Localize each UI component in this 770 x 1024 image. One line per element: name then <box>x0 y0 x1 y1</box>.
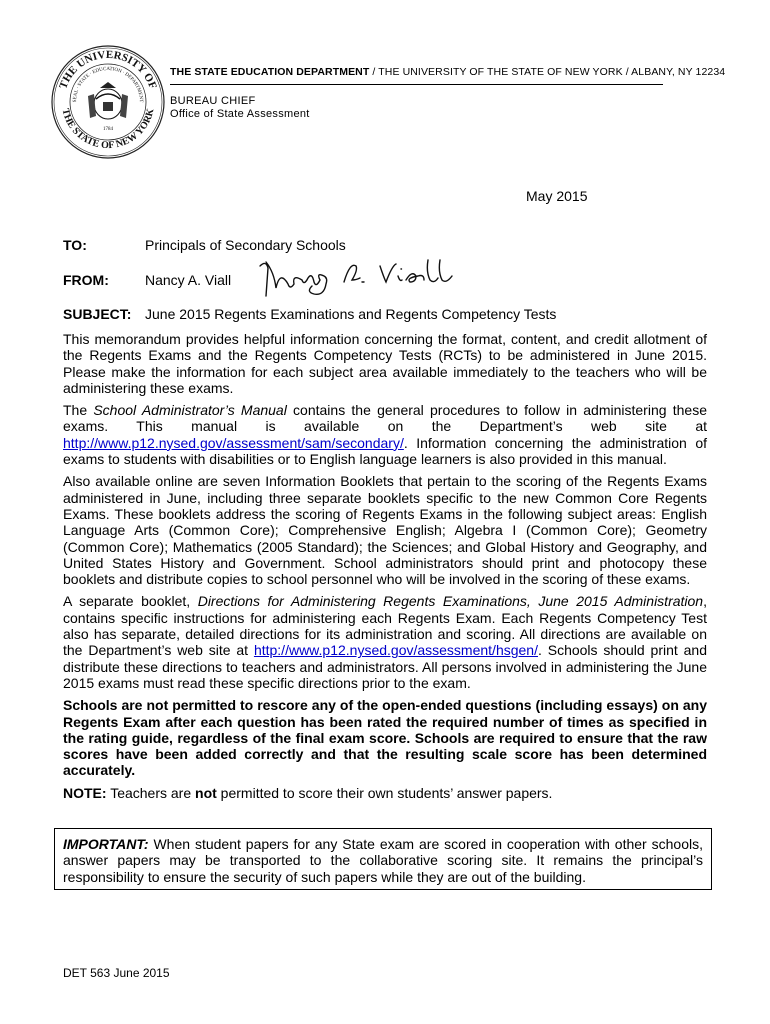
directions-title: Directions for Administering Regents Examinations, June 2015 Administration <box>197 593 704 610</box>
important-box <box>54 828 712 890</box>
note-text-a: Teachers are <box>106 784 196 801</box>
letterhead-title <box>170 66 726 78</box>
p2-text-c: . Information concerning the administration of exams to students with disabilities or to English language learners is also provided in this manual. <box>63 434 707 468</box>
note-not: not <box>195 784 217 801</box>
handwritten-signature <box>252 252 462 302</box>
memo-date: May 2015 <box>526 188 588 204</box>
paragraph-booklets: Also available online are seven Information Booklets that pertain to the scoring of the Regents Exams administered in June, including three separate booklets specific to the new Common Core Regents Exams. These booklets address the scoring of Regents Exams in the following subject areas: English Language Arts (Common Core); Comprehensive English; Algebra I (Common Core); Geometry (Common Core); Mathematics (2005 Standard); the Sciences; and Global History and Geography, and United States History and Government. School administrators should print and photocopy these booklets and distribute copies to school personnel who will be involved in the scoring of these exams. <box>63 473 707 588</box>
to-row <box>63 237 346 253</box>
sam-secondary-link[interactable]: http://www.p12.nysed.gov/assessment/sam/secondary/ <box>63 434 404 451</box>
footer-code: DET 563 June 2015 <box>63 966 170 980</box>
seal-inner-text: SEAL · STATE · EDUCATION · DEPARTMENT <box>72 66 144 103</box>
note-text-b: permitted to score their own students’ answer papers. <box>216 784 553 801</box>
paragraph-rescore: Schools are not permitted to rescore any of the open-ended questions (including essays) on any Regents Exam after each question has been rated the required number of times as specified in the rating guide, regardless of the final exam score. Schools are required to ensure that the raw scores have been added correctly and that the resulting scale score has been determined accurately. <box>63 697 707 779</box>
p4-text-b: , contains specific instructions for administering each Regents Exam. Each Regents Competency Test also has separate, detailed directions for its administration and scoring. All directions are available on the Department’s web site at <box>63 593 707 659</box>
state-seal-logo <box>50 44 166 160</box>
university-address: / THE UNIVERSITY OF THE STATE OF NEW YORK / ALBANY, NY 12234 <box>369 66 726 78</box>
p2-text-b: contains the general procedures to follow in administering these exams. This manual is available on the Department’s web site at <box>63 402 707 435</box>
p4-text-c: . Schools should print and distribute these directions to teachers and administrators. All persons involved in administering the June 2015 exams must read these specific directions prior to the exam. <box>63 642 707 691</box>
department-name: THE STATE EDUCATION DEPARTMENT <box>170 66 370 78</box>
from-value: Nancy A. Viall <box>145 272 232 288</box>
paragraph-intro: This memorandum provides helpful information concerning the format, content, and credit allotment of the Regents Exams and the Regents Competency Tests (RCTs) to be administered in June 2015. Please make the information for each subject area available immediately to the teachers who will be administering these exams. <box>63 331 707 396</box>
paragraph-directions <box>63 593 707 691</box>
office-name: Office of State Assessment <box>170 108 310 120</box>
subject-value: June 2015 Regents Examinations and Regents Competency Tests <box>145 306 557 322</box>
memo-body <box>63 331 707 807</box>
to-value: Principals of Secondary Schools <box>145 237 346 253</box>
p2-text-a: The <box>63 402 94 419</box>
paragraph-manual <box>63 402 707 467</box>
seal-top-text: THE UNIVERSITY OF <box>57 48 159 91</box>
bureau-title: BUREAU CHIEF <box>170 95 256 107</box>
letterhead <box>170 66 726 121</box>
important-label: IMPORTANT: <box>63 836 149 852</box>
manual-title: School Administrator’s Manual <box>93 402 287 419</box>
seal-bottom-text: THE STATE OF NEW YORK <box>59 107 157 152</box>
note-label: NOTE: <box>63 784 107 801</box>
hsgen-link[interactable]: http://www.p12.nysed.gov/assessment/hsgen/ <box>253 642 538 659</box>
subject-label: SUBJECT: <box>63 306 132 322</box>
letterhead-rule <box>170 84 663 85</box>
to-label: TO: <box>63 237 87 253</box>
subject-row <box>63 306 556 322</box>
from-label: FROM: <box>63 272 109 288</box>
p4-text-a: A separate booklet, <box>63 593 198 610</box>
important-text: When student papers for any State exam are scored in cooperation with other schools, answer papers may be transported to the collaborative scoring site. It remains the principal’s responsibility to ensure the security of such papers while they are out of the building. <box>63 836 703 885</box>
seal-year: 1784 <box>103 127 113 132</box>
paragraph-note <box>63 785 707 801</box>
from-row <box>63 272 231 288</box>
